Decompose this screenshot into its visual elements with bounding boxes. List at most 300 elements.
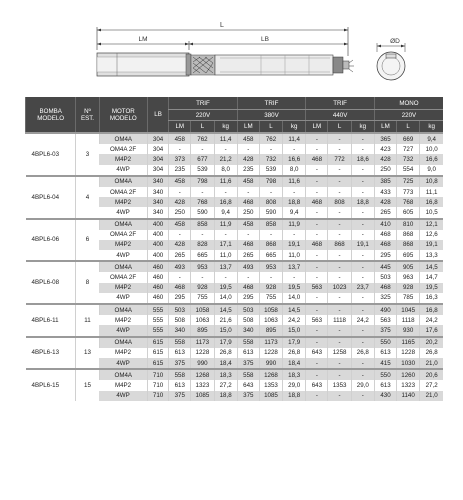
table-cell: 1165 <box>397 337 420 348</box>
table-cell: 19,5 <box>420 283 443 293</box>
table-cell: 590 <box>191 207 214 218</box>
motor-model-cell: OM4A <box>99 133 147 144</box>
table-cell: 468 <box>169 283 191 293</box>
table-cell: 265 <box>237 250 259 261</box>
table-cell: - <box>351 369 374 380</box>
table-cell: - <box>351 261 374 272</box>
table-cell: - <box>169 187 191 197</box>
table-cell: 430 <box>374 391 396 401</box>
stages-cell: 13 <box>76 337 99 370</box>
motor-model-cell: 4WP <box>116 208 130 216</box>
table-cell: 17,9 <box>214 337 237 348</box>
table-cell: 304 <box>147 165 168 176</box>
table-cell: 490 <box>374 304 396 315</box>
table-header <box>26 97 444 133</box>
table-cell: 755 <box>191 293 214 304</box>
table-cell: 26,8 <box>214 348 237 358</box>
table-cell: 928 <box>259 283 282 293</box>
table-cell: 468 <box>374 240 396 250</box>
table-cell: 468 <box>237 283 259 293</box>
table-cell: 21,6 <box>214 315 237 325</box>
table-cell: 868 <box>259 240 282 250</box>
table-cell: - <box>351 325 374 336</box>
table-cell: 558 <box>237 337 259 348</box>
table-cell: - <box>283 230 306 240</box>
pump-model-cell: 4BPL6-11 <box>26 304 76 337</box>
table-cell: - <box>328 187 351 197</box>
table-cell: 400 <box>147 250 168 261</box>
table-cell: 16,6 <box>420 154 443 164</box>
table-cell: 340 <box>147 187 168 197</box>
table-cell: 1140 <box>397 391 420 401</box>
table-cell: 798 <box>259 176 282 187</box>
table-cell: 710 <box>147 369 168 380</box>
table-cell: - <box>351 304 374 315</box>
table-cell: - <box>328 133 351 144</box>
table-cell: 295 <box>374 250 396 261</box>
label-l: L <box>220 22 224 29</box>
table-cell: 669 <box>397 133 420 144</box>
table-cell: 304 <box>147 144 168 154</box>
table-cell: 460 <box>147 283 168 293</box>
table-row <box>26 261 444 272</box>
header-l: L <box>191 121 214 134</box>
table-cell: 16,3 <box>420 293 443 304</box>
header-n-est: Nº EST. <box>76 97 99 133</box>
table-cell: 613 <box>169 348 191 358</box>
table-cell: 19,1 <box>420 240 443 250</box>
motor-model-cell: OM4A 2F <box>109 145 137 153</box>
table-cell: 468 <box>374 230 396 240</box>
table-cell: 9,0 <box>420 165 443 176</box>
table-cell: - <box>351 293 374 304</box>
table-cell: 1268 <box>259 369 282 380</box>
table-cell: - <box>191 144 214 154</box>
table-cell: 428 <box>374 154 396 164</box>
motor-model-cell: OM4A <box>99 369 147 380</box>
table-cell: - <box>351 133 374 144</box>
table-cell: 385 <box>374 176 396 187</box>
table-row <box>26 219 444 230</box>
table-cell: 643 <box>306 380 328 390</box>
table-cell: 16,8 <box>420 304 443 315</box>
table-cell: 643 <box>237 380 259 390</box>
table-cell: 615 <box>147 337 168 348</box>
table-cell: 21,2 <box>214 154 237 164</box>
table-cell: - <box>328 391 351 401</box>
table-row <box>26 176 444 187</box>
table-cell: 11,9 <box>214 219 237 230</box>
table-cell: 19,5 <box>283 283 306 293</box>
table-cell: 18,3 <box>283 369 306 380</box>
table-cell: 550 <box>374 369 396 380</box>
table-cell: 9,4 <box>420 133 443 144</box>
table-cell: - <box>283 187 306 197</box>
table-cell: 410 <box>374 219 396 230</box>
table-cell: 458 <box>237 219 259 230</box>
table-cell: - <box>306 261 328 272</box>
motor-model-cell: M4P2 <box>114 284 132 292</box>
table-cell: 605 <box>397 207 420 218</box>
table-cell: 29,0 <box>283 380 306 390</box>
table-cell: 304 <box>147 154 168 164</box>
table-cell: 928 <box>397 283 420 293</box>
table-cell: 10,5 <box>420 207 443 218</box>
table-cell: 20,6 <box>420 369 443 380</box>
table-cell: - <box>237 187 259 197</box>
table-cell: 26,8 <box>420 348 443 358</box>
table-cell: 295 <box>237 293 259 304</box>
table-cell: 808 <box>328 197 351 207</box>
table-cell: 990 <box>259 358 282 369</box>
table-cell: 458 <box>169 133 191 144</box>
table-cell: 1353 <box>328 380 351 390</box>
table-cell: 375 <box>169 358 191 369</box>
table-cell: 18,8 <box>214 391 237 401</box>
header-l: L <box>397 121 420 134</box>
table-cell: 828 <box>191 240 214 250</box>
table-cell: 1173 <box>259 337 282 348</box>
stages-cell: 8 <box>76 261 99 304</box>
motor-model-cell: 4WP <box>116 251 130 259</box>
table-cell: 18,8 <box>351 197 374 207</box>
table-cell: 23,7 <box>351 283 374 293</box>
motor-model-cell: OM4A 2F <box>109 188 137 196</box>
table-cell: 1228 <box>191 348 214 358</box>
table-cell: - <box>306 325 328 336</box>
table-cell: 615 <box>147 348 168 358</box>
table-cell: 539 <box>191 165 214 176</box>
header-lm: LM <box>374 121 396 134</box>
table-cell: - <box>306 369 328 380</box>
table-cell: 295 <box>169 293 191 304</box>
table-cell: - <box>191 272 214 282</box>
table-cell: 21,0 <box>420 391 443 401</box>
table-cell: 1353 <box>259 380 282 390</box>
table-cell: 458 <box>237 176 259 187</box>
table-cell: 400 <box>147 240 168 250</box>
table-cell: 768 <box>397 197 420 207</box>
table-cell: - <box>306 187 328 197</box>
table-cell: 19,5 <box>214 283 237 293</box>
table-cell: 503 <box>374 272 396 282</box>
stages-cell: 11 <box>76 304 99 337</box>
motor-model-cell: OM4A <box>99 219 147 230</box>
table-cell: 905 <box>397 261 420 272</box>
table-cell: 590 <box>259 207 282 218</box>
table-cell: 810 <box>397 219 420 230</box>
table-cell: 710 <box>147 380 168 390</box>
header-lm: LM <box>306 121 328 134</box>
table-cell: 460 <box>147 272 168 282</box>
header-motor-modelo: MOTOR MODELO <box>99 97 147 133</box>
table-cell: 1268 <box>191 369 214 380</box>
table-cell: 772 <box>328 154 351 164</box>
table-cell: 727 <box>397 144 420 154</box>
table-cell: 508 <box>237 315 259 325</box>
pump-model-cell: 4BPL6-13 <box>26 337 76 370</box>
table-cell: - <box>328 230 351 240</box>
header-group-voltage: 220V <box>169 110 238 121</box>
table-cell: 563 <box>306 315 328 325</box>
table-cell: 9,4 <box>214 207 237 218</box>
table-cell: 20,2 <box>420 337 443 348</box>
table-cell: 17,1 <box>214 240 237 250</box>
table-cell: 1258 <box>328 348 351 358</box>
table-cell: - <box>328 272 351 282</box>
table-cell: 928 <box>191 283 214 293</box>
table-cell: 12,6 <box>420 230 443 240</box>
table-cell: 725 <box>397 176 420 187</box>
table-cell: 18,3 <box>214 369 237 380</box>
table-cell: 325 <box>374 293 396 304</box>
motor-model-cell: OM4A 2F <box>109 231 137 239</box>
table-cell: 18,6 <box>351 154 374 164</box>
table-cell: 428 <box>237 154 259 164</box>
label-lb: LB <box>261 36 269 43</box>
table-cell: - <box>237 230 259 240</box>
table-cell: - <box>328 176 351 187</box>
table-cell: - <box>306 293 328 304</box>
table-cell: 19,1 <box>351 240 374 250</box>
table-cell: - <box>214 144 237 154</box>
table-cell: - <box>259 144 282 154</box>
label-diameter: ØD <box>390 38 400 45</box>
table-cell: 423 <box>374 144 396 154</box>
table-cell: 785 <box>397 293 420 304</box>
table-cell: - <box>306 207 328 218</box>
table-cell: - <box>351 391 374 401</box>
stages-cell: 15 <box>76 369 99 401</box>
table-cell: 265 <box>169 250 191 261</box>
table-cell: 613 <box>374 380 396 390</box>
table-cell: 558 <box>237 369 259 380</box>
table-cell: 250 <box>169 207 191 218</box>
table-cell: 340 <box>147 176 168 187</box>
header-lm: LM <box>237 121 259 134</box>
table-cell: - <box>169 230 191 240</box>
table-cell: 665 <box>259 250 282 261</box>
table-cell: 1323 <box>397 380 420 390</box>
table-cell: 11,0 <box>283 250 306 261</box>
table-cell: 458 <box>237 133 259 144</box>
table-cell: 555 <box>147 304 168 315</box>
table-cell: - <box>328 250 351 261</box>
motor-model-cell: 4WP <box>116 326 130 334</box>
table-cell: - <box>328 358 351 369</box>
table-cell: 615 <box>147 358 168 369</box>
table-cell: 14,5 <box>420 261 443 272</box>
table-cell: 1323 <box>191 380 214 390</box>
table-cell: 460 <box>147 293 168 304</box>
table-cell: - <box>351 207 374 218</box>
table-cell: 14,0 <box>283 293 306 304</box>
table-cell: 18,4 <box>214 358 237 369</box>
table-cell: 762 <box>191 133 214 144</box>
table-cell: - <box>306 391 328 401</box>
table-row <box>26 133 444 144</box>
table-cell: 732 <box>259 154 282 164</box>
table-cell: 1173 <box>191 337 214 348</box>
table-cell: 415 <box>374 358 396 369</box>
table-cell: - <box>306 165 328 176</box>
table-cell: 458 <box>169 219 191 230</box>
motor-model-cell: 4WP <box>116 359 130 367</box>
table-cell: 29,0 <box>351 380 374 390</box>
header-l: L <box>259 121 282 134</box>
table-cell: 375 <box>237 358 259 369</box>
table-cell: 460 <box>147 261 168 272</box>
pump-model-cell: 4BPL6-04 <box>26 176 76 219</box>
header-l: L <box>328 121 351 134</box>
table-cell: 445 <box>374 261 396 272</box>
motor-model-cell: M4P2 <box>114 349 132 357</box>
table-cell: - <box>351 250 374 261</box>
table-body <box>26 133 444 401</box>
table-cell: - <box>328 207 351 218</box>
table-cell: - <box>351 165 374 176</box>
pump-body <box>191 55 354 75</box>
table-cell: 468 <box>306 154 328 164</box>
table-cell: - <box>328 369 351 380</box>
header-kg: kg <box>214 121 237 134</box>
table-cell: 10,0 <box>420 144 443 154</box>
table-cell: 27,2 <box>420 380 443 390</box>
table-cell: 15,0 <box>283 325 306 336</box>
header-kg: kg <box>283 121 306 134</box>
table-cell: 1228 <box>259 348 282 358</box>
motor-model-cell: M4P2 <box>114 198 132 206</box>
header-group-name: TRIF <box>306 97 375 110</box>
table-cell: 18,8 <box>283 197 306 207</box>
table-cell: - <box>237 272 259 282</box>
table-cell: 373 <box>169 154 191 164</box>
stages-cell: 4 <box>76 176 99 219</box>
table-cell: - <box>351 337 374 348</box>
table-cell: 14,5 <box>283 304 306 315</box>
table-cell: 17,9 <box>283 337 306 348</box>
table-cell: - <box>214 272 237 282</box>
table-cell: 400 <box>147 219 168 230</box>
table-cell: 868 <box>328 240 351 250</box>
table-cell: 858 <box>191 219 214 230</box>
table-cell: - <box>191 230 214 240</box>
table-cell: 762 <box>259 133 282 144</box>
table-cell: 11,4 <box>283 133 306 144</box>
table-cell: 16,8 <box>214 197 237 207</box>
table-cell: 613 <box>169 380 191 390</box>
table-cell: 250 <box>237 207 259 218</box>
table-cell: 375 <box>237 391 259 401</box>
table-cell: 558 <box>169 369 191 380</box>
table-cell: 953 <box>259 261 282 272</box>
table-cell: 18,8 <box>283 391 306 401</box>
table-cell: 1023 <box>328 283 351 293</box>
table-cell: - <box>306 176 328 187</box>
table-cell: 304 <box>147 133 168 144</box>
header-group-name: MONO <box>374 97 443 110</box>
table-cell: 458 <box>169 176 191 187</box>
motor-model-cell: M4P2 <box>114 241 132 249</box>
table-cell: 27,2 <box>214 380 237 390</box>
header-kg: kg <box>420 121 443 134</box>
table-cell: 428 <box>374 197 396 207</box>
table-cell: - <box>306 304 328 315</box>
table-cell: 365 <box>374 133 396 144</box>
motor-model-cell: OM4A <box>99 337 147 348</box>
table-cell: 563 <box>374 315 396 325</box>
table-cell: 990 <box>191 358 214 369</box>
table-cell: 13,3 <box>420 250 443 261</box>
table-cell: - <box>169 144 191 154</box>
table-cell: 19,1 <box>283 240 306 250</box>
table-cell: 11,4 <box>214 133 237 144</box>
table-cell: - <box>306 144 328 154</box>
table-cell: 1228 <box>397 348 420 358</box>
table-cell: 613 <box>237 348 259 358</box>
table-cell: 558 <box>169 337 191 348</box>
table-cell: - <box>351 230 374 240</box>
table-cell: 8,0 <box>214 165 237 176</box>
header-group-voltage: 220V <box>374 110 443 121</box>
motor-body <box>97 53 191 76</box>
table-cell: 773 <box>397 187 420 197</box>
table-cell: 1260 <box>397 369 420 380</box>
table-cell: 930 <box>397 325 420 336</box>
motor-model-cell: M4P2 <box>114 155 132 163</box>
table-cell: 14,0 <box>214 293 237 304</box>
table-cell: 963 <box>397 272 420 282</box>
stages-cell: 6 <box>76 219 99 262</box>
table-cell: - <box>306 337 328 348</box>
label-lm: LM <box>138 36 148 43</box>
table-cell: 428 <box>169 240 191 250</box>
table-cell: - <box>328 219 351 230</box>
table-cell: - <box>351 187 374 197</box>
table-cell: 13,7 <box>214 261 237 272</box>
table-cell: - <box>328 337 351 348</box>
table-cell: - <box>351 272 374 282</box>
table-cell: 895 <box>259 325 282 336</box>
stages-cell: 3 <box>76 133 99 176</box>
table-cell: 555 <box>147 315 168 325</box>
table-cell: 868 <box>397 230 420 240</box>
table-cell: 493 <box>237 261 259 272</box>
table-cell: - <box>306 358 328 369</box>
table-cell: 340 <box>237 325 259 336</box>
motor-model-cell: M4P2 <box>114 316 132 324</box>
table-cell: 12,1 <box>420 219 443 230</box>
table-cell: - <box>259 230 282 240</box>
table-cell: 808 <box>259 197 282 207</box>
table-cell: 468 <box>237 240 259 250</box>
table-cell: 732 <box>397 154 420 164</box>
table-cell: - <box>351 358 374 369</box>
table-row <box>26 369 444 380</box>
table-cell: 10,8 <box>420 176 443 187</box>
table-cell: 539 <box>259 165 282 176</box>
table-cell: 563 <box>306 283 328 293</box>
header-kg: kg <box>351 121 374 134</box>
table-cell: 250 <box>374 165 396 176</box>
table-cell: 695 <box>397 250 420 261</box>
table-cell: - <box>237 144 259 154</box>
table-cell: - <box>283 272 306 282</box>
table-cell: - <box>328 304 351 315</box>
table-cell: 493 <box>169 261 191 272</box>
table-row <box>26 304 444 315</box>
table-cell: - <box>306 230 328 240</box>
